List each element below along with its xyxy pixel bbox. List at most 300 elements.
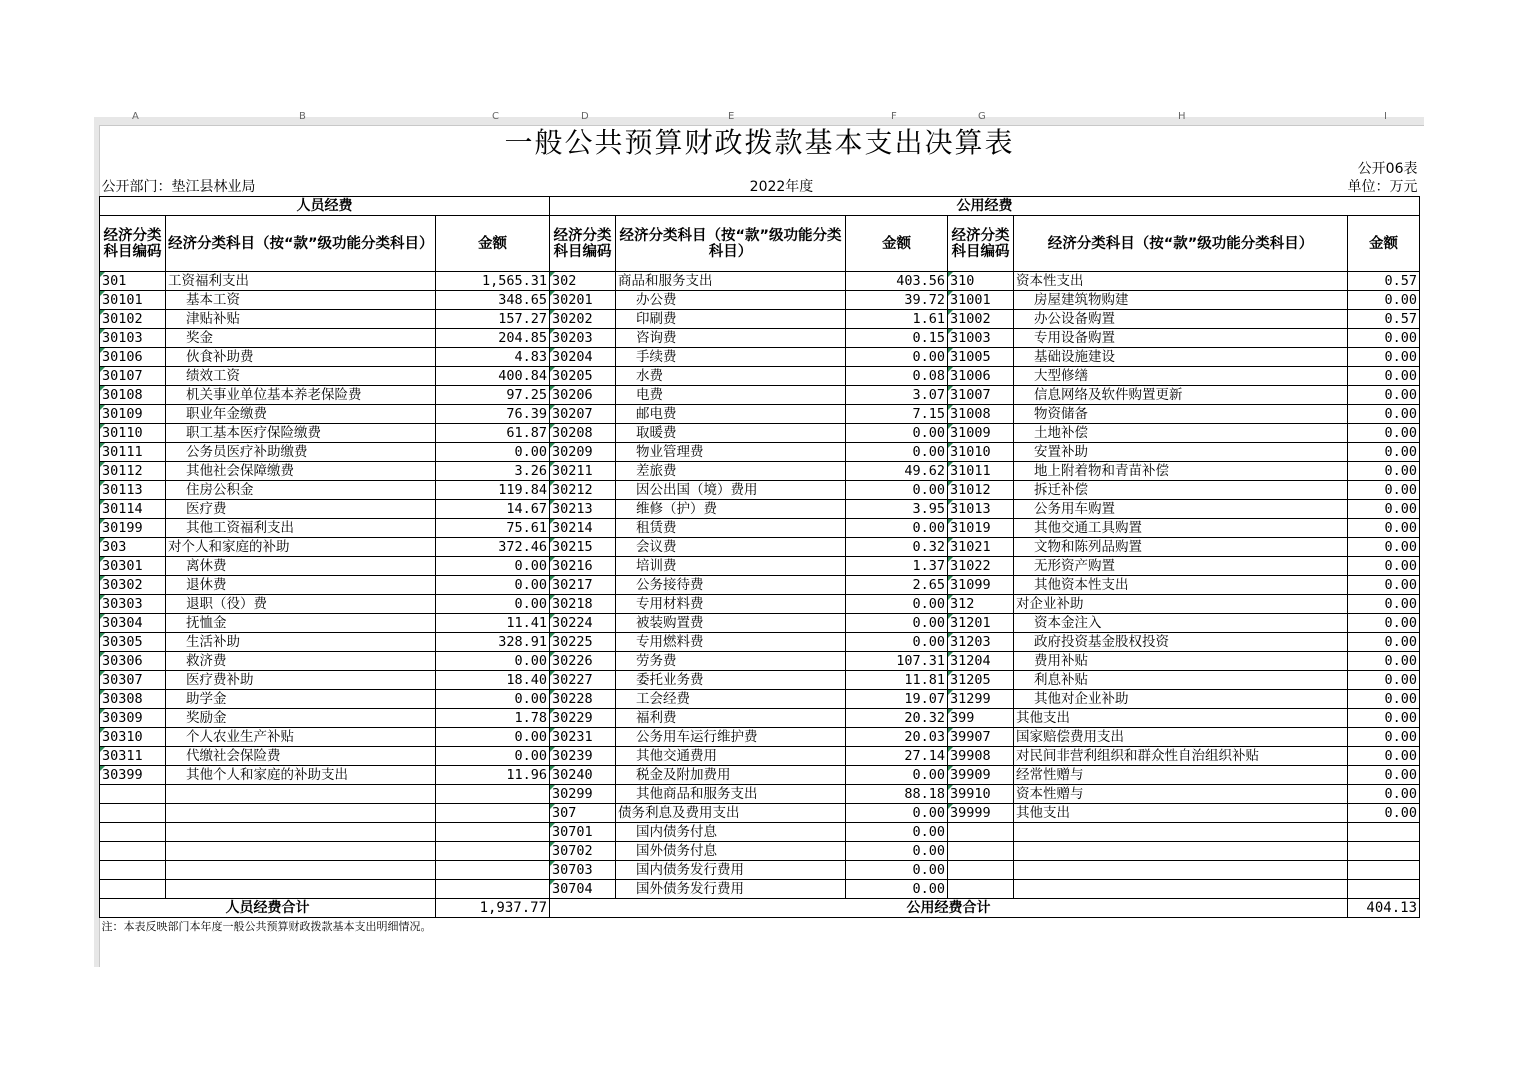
- header-code: 经济分类科目编码: [550, 216, 616, 272]
- amount-cell: 0.32: [846, 538, 948, 557]
- code-cell: 31099: [948, 576, 1014, 595]
- name-cell: 工会经费: [616, 690, 846, 709]
- name-cell: 文物和陈列品购置: [1014, 538, 1348, 557]
- table-row: [100, 500, 1420, 519]
- name-cell: 其他资本性支出: [1014, 576, 1348, 595]
- amount-cell: 0.00: [436, 728, 550, 747]
- amount-cell: 0.00: [1348, 690, 1420, 709]
- code-cell: 307: [550, 804, 616, 823]
- amount-cell: 1,565.31: [436, 272, 550, 291]
- code-cell: 310: [948, 272, 1014, 291]
- amount-cell: 0.00: [846, 823, 948, 842]
- name-cell: 个人农业生产补贴: [166, 728, 436, 747]
- empty-cell: [1348, 842, 1420, 861]
- empty-cell: [436, 880, 550, 899]
- name-cell: 专用设备购置: [1014, 329, 1348, 348]
- name-cell: 土地补偿: [1014, 424, 1348, 443]
- table-row: [100, 481, 1420, 500]
- name-cell: 职工基本医疗保险缴费: [166, 424, 436, 443]
- code-cell: 30211: [550, 462, 616, 481]
- column-letter: A: [132, 111, 139, 122]
- code-cell: 30301: [100, 557, 166, 576]
- empty-cell: [100, 804, 166, 823]
- amount-cell: 0.00: [1348, 386, 1420, 405]
- empty-cell: [948, 823, 1014, 842]
- amount-cell: 0.57: [1348, 272, 1420, 291]
- header-amount: 金额: [846, 216, 948, 272]
- name-cell: 维修（护）费: [616, 500, 846, 519]
- code-cell: 30225: [550, 633, 616, 652]
- code-cell: 30214: [550, 519, 616, 538]
- table-row: [100, 519, 1420, 538]
- name-cell: 办公费: [616, 291, 846, 310]
- amount-cell: 0.00: [846, 481, 948, 500]
- amount-cell: 0.00: [846, 861, 948, 880]
- code-cell: 30199: [100, 519, 166, 538]
- name-cell: 机关事业单位基本养老保险费: [166, 386, 436, 405]
- amount-cell: 0.00: [1348, 633, 1420, 652]
- amount-cell: 2.65: [846, 576, 948, 595]
- code-cell: 30216: [550, 557, 616, 576]
- code-cell: 31007: [948, 386, 1014, 405]
- budget-table: [99, 125, 1420, 936]
- empty-cell: [100, 861, 166, 880]
- empty-cell: [1014, 823, 1348, 842]
- amount-cell: 97.25: [436, 386, 550, 405]
- code-cell: 31005: [948, 348, 1014, 367]
- code-cell: 30204: [550, 348, 616, 367]
- table-row: [100, 272, 1420, 291]
- empty-cell: [1348, 861, 1420, 880]
- table-row: [100, 880, 1420, 899]
- amount-cell: 0.00: [436, 443, 550, 462]
- name-cell: 基本工资: [166, 291, 436, 310]
- amount-cell: 0.00: [846, 443, 948, 462]
- code-cell: 30228: [550, 690, 616, 709]
- name-cell: 其他支出: [1014, 709, 1348, 728]
- amount-cell: 328.91: [436, 633, 550, 652]
- code-cell: 303: [100, 538, 166, 557]
- code-cell: 30201: [550, 291, 616, 310]
- fiscal-year: 2022年度: [749, 179, 814, 195]
- section-public: 公用经费: [550, 197, 1420, 216]
- table-row: [100, 766, 1420, 785]
- empty-cell: [166, 861, 436, 880]
- code-cell: 31299: [948, 690, 1014, 709]
- amount-cell: 0.00: [1348, 747, 1420, 766]
- column-letter: H: [1178, 111, 1186, 122]
- header-amount: 金额: [436, 216, 550, 272]
- code-cell: 31203: [948, 633, 1014, 652]
- code-cell: 30203: [550, 329, 616, 348]
- table-row: [100, 310, 1420, 329]
- code-cell: 30305: [100, 633, 166, 652]
- table-row: [100, 747, 1420, 766]
- code-cell: 31012: [948, 481, 1014, 500]
- amount-cell: 0.00: [1348, 614, 1420, 633]
- amount-cell: 61.87: [436, 424, 550, 443]
- name-cell: 地上附着物和青苗补偿: [1014, 462, 1348, 481]
- amount-cell: 76.39: [436, 405, 550, 424]
- name-cell: 政府投资基金股权投资: [1014, 633, 1348, 652]
- code-cell: 30704: [550, 880, 616, 899]
- code-cell: 30209: [550, 443, 616, 462]
- table-row: [100, 424, 1420, 443]
- amount-cell: 19.07: [846, 690, 948, 709]
- code-cell: 39910: [948, 785, 1014, 804]
- name-cell: 住房公积金: [166, 481, 436, 500]
- amount-cell: 3.26: [436, 462, 550, 481]
- header-name: 经济分类科目（按“款”级功能分类科目）: [1014, 216, 1348, 272]
- amount-cell: 0.00: [1348, 671, 1420, 690]
- code-cell: 39908: [948, 747, 1014, 766]
- public-total-value: 404.13: [1348, 899, 1420, 918]
- name-cell: 无形资产购置: [1014, 557, 1348, 576]
- table-row: [100, 671, 1420, 690]
- amount-cell: 157.27: [436, 310, 550, 329]
- name-cell: 伙食补助费: [166, 348, 436, 367]
- amount-cell: 0.00: [1348, 291, 1420, 310]
- header-name: 经济分类科目（按“款”级功能分类科目）: [616, 216, 846, 272]
- name-cell: 其他支出: [1014, 804, 1348, 823]
- code-cell: 30224: [550, 614, 616, 633]
- table-row: [100, 367, 1420, 386]
- code-cell: 31010: [948, 443, 1014, 462]
- amount-cell: 88.18: [846, 785, 948, 804]
- amount-cell: 39.72: [846, 291, 948, 310]
- empty-cell: [1348, 880, 1420, 899]
- code-cell: 399: [948, 709, 1014, 728]
- name-cell: 商品和服务支出: [616, 272, 846, 291]
- amount-cell: 4.83: [436, 348, 550, 367]
- code-cell: 30202: [550, 310, 616, 329]
- footnote: 注：本表反映部门本年度一般公共预算财政拨款基本支出明细情况。: [101, 920, 432, 933]
- name-cell: 基础设施建设: [1014, 348, 1348, 367]
- name-cell: 专用燃料费: [616, 633, 846, 652]
- code-cell: 30218: [550, 595, 616, 614]
- code-cell: 30103: [100, 329, 166, 348]
- empty-cell: [100, 823, 166, 842]
- code-cell: 312: [948, 595, 1014, 614]
- name-cell: 经常性赠与: [1014, 766, 1348, 785]
- name-cell: 福利费: [616, 709, 846, 728]
- name-cell: 水费: [616, 367, 846, 386]
- table-row: [100, 614, 1420, 633]
- code-cell: 30106: [100, 348, 166, 367]
- code-cell: 31001: [948, 291, 1014, 310]
- amount-cell: 3.07: [846, 386, 948, 405]
- amount-cell: 0.00: [1348, 500, 1420, 519]
- meta-row: [100, 178, 1420, 197]
- amount-cell: 49.62: [846, 462, 948, 481]
- amount-cell: 0.00: [1348, 424, 1420, 443]
- name-cell: 其他工资福利支出: [166, 519, 436, 538]
- table-row: [100, 557, 1420, 576]
- form-no-row: [100, 160, 1420, 178]
- name-cell: 公务接待费: [616, 576, 846, 595]
- name-cell: 生活补助: [166, 633, 436, 652]
- amount-cell: 0.00: [846, 614, 948, 633]
- name-cell: 印刷费: [616, 310, 846, 329]
- code-cell: 30101: [100, 291, 166, 310]
- code-cell: 31002: [948, 310, 1014, 329]
- section-personnel: 人员经费: [100, 197, 550, 216]
- page-title: 一般公共预算财政拨款基本支出决算表: [504, 125, 1015, 159]
- department: 公开部门：垫江县林业局: [101, 179, 256, 195]
- code-cell: 302: [550, 272, 616, 291]
- amount-cell: 0.00: [1348, 462, 1420, 481]
- code-cell: 30207: [550, 405, 616, 424]
- table-row: [100, 291, 1420, 310]
- name-cell: 退休费: [166, 576, 436, 595]
- unit-label: 单位：万元: [1347, 179, 1418, 195]
- amount-cell: 0.00: [1348, 405, 1420, 424]
- amount-cell: 0.00: [436, 595, 550, 614]
- totals-row: [100, 899, 1420, 918]
- empty-cell: [166, 804, 436, 823]
- code-cell: 30307: [100, 671, 166, 690]
- name-cell: 医疗费补助: [166, 671, 436, 690]
- name-cell: 其他对企业补助: [1014, 690, 1348, 709]
- amount-cell: 0.00: [436, 557, 550, 576]
- empty-cell: [436, 842, 550, 861]
- code-cell: 30309: [100, 709, 166, 728]
- column-letter: E: [728, 111, 735, 122]
- amount-cell: 372.46: [436, 538, 550, 557]
- public-total-label: 公用经费合计: [550, 899, 1348, 918]
- amount-cell: 1.37: [846, 557, 948, 576]
- name-cell: 手续费: [616, 348, 846, 367]
- amount-cell: 0.00: [1348, 348, 1420, 367]
- personnel-total-label: 人员经费合计: [100, 899, 436, 918]
- code-cell: 30311: [100, 747, 166, 766]
- amount-cell: 0.00: [436, 652, 550, 671]
- name-cell: 专用材料费: [616, 595, 846, 614]
- name-cell: 奖金: [166, 329, 436, 348]
- empty-cell: [166, 785, 436, 804]
- column-letter: I: [1384, 111, 1387, 122]
- name-cell: 租赁费: [616, 519, 846, 538]
- code-cell: 30111: [100, 443, 166, 462]
- amount-cell: 0.00: [846, 842, 948, 861]
- table-row: [100, 462, 1420, 481]
- table-row: [100, 348, 1420, 367]
- amount-cell: 0.00: [846, 348, 948, 367]
- amount-cell: 20.03: [846, 728, 948, 747]
- name-cell: 医疗费: [166, 500, 436, 519]
- column-letter: G: [978, 111, 986, 122]
- code-cell: 30217: [550, 576, 616, 595]
- amount-cell: 3.95: [846, 500, 948, 519]
- name-cell: 奖励金: [166, 709, 436, 728]
- table-row: [100, 785, 1420, 804]
- code-cell: 30109: [100, 405, 166, 424]
- amount-cell: 7.15: [846, 405, 948, 424]
- code-cell: 31008: [948, 405, 1014, 424]
- amount-cell: 0.00: [1348, 443, 1420, 462]
- name-cell: 其他交通工具购置: [1014, 519, 1348, 538]
- name-cell: 退职（役）费: [166, 595, 436, 614]
- header-code: 经济分类科目编码: [948, 216, 1014, 272]
- amount-cell: 0.00: [1348, 595, 1420, 614]
- code-cell: 31205: [948, 671, 1014, 690]
- code-cell: 31204: [948, 652, 1014, 671]
- empty-cell: [100, 880, 166, 899]
- empty-cell: [436, 823, 550, 842]
- name-cell: 税金及附加费用: [616, 766, 846, 785]
- empty-cell: [166, 880, 436, 899]
- name-cell: 其他交通费用: [616, 747, 846, 766]
- name-cell: 培训费: [616, 557, 846, 576]
- table-row: [100, 709, 1420, 728]
- amount-cell: 403.56: [846, 272, 948, 291]
- name-cell: 因公出国（境）费用: [616, 481, 846, 500]
- name-cell: 咨询费: [616, 329, 846, 348]
- name-cell: 代缴社会保险费: [166, 747, 436, 766]
- name-cell: 取暖费: [616, 424, 846, 443]
- name-cell: 债务利息及费用支出: [616, 804, 846, 823]
- amount-cell: 0.00: [1348, 519, 1420, 538]
- amount-cell: 0.15: [846, 329, 948, 348]
- code-cell: 30701: [550, 823, 616, 842]
- form-number: 公开06表: [1357, 161, 1418, 177]
- empty-cell: [166, 842, 436, 861]
- column-letter: F: [891, 111, 897, 122]
- name-cell: 利息补贴: [1014, 671, 1348, 690]
- code-cell: 30215: [550, 538, 616, 557]
- name-cell: 拆迁补偿: [1014, 481, 1348, 500]
- name-cell: 抚恤金: [166, 614, 436, 633]
- name-cell: 对民间非营利组织和群众性自治组织补贴: [1014, 747, 1348, 766]
- name-cell: 国内债务发行费用: [616, 861, 846, 880]
- amount-cell: 0.00: [1348, 652, 1420, 671]
- table-row: [100, 538, 1420, 557]
- code-cell: 30208: [550, 424, 616, 443]
- code-cell: 30226: [550, 652, 616, 671]
- name-cell: 绩效工资: [166, 367, 436, 386]
- name-cell: 邮电费: [616, 405, 846, 424]
- name-cell: 大型修缮: [1014, 367, 1348, 386]
- code-cell: 30303: [100, 595, 166, 614]
- name-cell: 劳务费: [616, 652, 846, 671]
- note-row: [100, 918, 1420, 937]
- amount-cell: 0.00: [436, 576, 550, 595]
- code-cell: 30310: [100, 728, 166, 747]
- table-row: [100, 633, 1420, 652]
- code-cell: 31011: [948, 462, 1014, 481]
- name-cell: 津贴补贴: [166, 310, 436, 329]
- amount-cell: 11.96: [436, 766, 550, 785]
- name-cell: 其他商品和服务支出: [616, 785, 846, 804]
- code-cell: 30206: [550, 386, 616, 405]
- amount-cell: 0.00: [1348, 709, 1420, 728]
- name-cell: 电费: [616, 386, 846, 405]
- code-cell: 30702: [550, 842, 616, 861]
- amount-cell: 0.00: [846, 519, 948, 538]
- name-cell: 信息网络及软件购置更新: [1014, 386, 1348, 405]
- code-cell: 31009: [948, 424, 1014, 443]
- amount-cell: 0.00: [846, 804, 948, 823]
- name-cell: 房屋建筑物购建: [1014, 291, 1348, 310]
- amount-cell: 75.61: [436, 519, 550, 538]
- code-cell: 30102: [100, 310, 166, 329]
- amount-cell: 11.81: [846, 671, 948, 690]
- table-row: [100, 405, 1420, 424]
- empty-cell: [1014, 880, 1348, 899]
- name-cell: 公务员医疗补助缴费: [166, 443, 436, 462]
- title-row: [100, 125, 1420, 160]
- table-row: [100, 728, 1420, 747]
- name-cell: 物资储备: [1014, 405, 1348, 424]
- amount-cell: 0.00: [1348, 367, 1420, 386]
- name-cell: 费用补贴: [1014, 652, 1348, 671]
- table-row: [100, 652, 1420, 671]
- code-cell: 31022: [948, 557, 1014, 576]
- empty-cell: [1014, 842, 1348, 861]
- code-cell: 30213: [550, 500, 616, 519]
- spreadsheet: [94, 111, 1424, 967]
- empty-cell: [436, 861, 550, 880]
- code-cell: 31013: [948, 500, 1014, 519]
- code-cell: 30302: [100, 576, 166, 595]
- amount-cell: 0.00: [1348, 538, 1420, 557]
- table-row: [100, 443, 1420, 462]
- name-cell: 国外债务发行费用: [616, 880, 846, 899]
- header-row: [100, 216, 1420, 272]
- code-cell: 30231: [550, 728, 616, 747]
- empty-cell: [1348, 823, 1420, 842]
- amount-cell: 11.41: [436, 614, 550, 633]
- amount-cell: 400.84: [436, 367, 550, 386]
- code-cell: 30107: [100, 367, 166, 386]
- name-cell: 国内债务付息: [616, 823, 846, 842]
- name-cell: 公务用车运行维护费: [616, 728, 846, 747]
- amount-cell: 0.00: [1348, 785, 1420, 804]
- name-cell: 资本金注入: [1014, 614, 1348, 633]
- table-row: [100, 823, 1420, 842]
- header-code: 经济分类科目编码: [100, 216, 166, 272]
- amount-cell: 0.00: [436, 747, 550, 766]
- empty-cell: [100, 842, 166, 861]
- code-cell: 30240: [550, 766, 616, 785]
- amount-cell: 0.00: [1348, 728, 1420, 747]
- amount-cell: 0.00: [1348, 576, 1420, 595]
- amount-cell: 0.00: [846, 880, 948, 899]
- amount-cell: 0.00: [1348, 766, 1420, 785]
- amount-cell: 0.00: [1348, 481, 1420, 500]
- table-row: [100, 842, 1420, 861]
- amount-cell: 0.00: [436, 690, 550, 709]
- name-cell: 差旅费: [616, 462, 846, 481]
- section-row: [100, 197, 1420, 216]
- empty-cell: [948, 842, 1014, 861]
- code-cell: 31201: [948, 614, 1014, 633]
- personnel-total-value: 1,937.77: [436, 899, 550, 918]
- empty-cell: [166, 823, 436, 842]
- name-cell: 职业年金缴费: [166, 405, 436, 424]
- code-cell: 30399: [100, 766, 166, 785]
- name-cell: 助学金: [166, 690, 436, 709]
- code-cell: 39999: [948, 804, 1014, 823]
- table-row: [100, 595, 1420, 614]
- code-cell: 30227: [550, 671, 616, 690]
- code-cell: 30229: [550, 709, 616, 728]
- table-row: [100, 576, 1420, 595]
- name-cell: 国家赔偿费用支出: [1014, 728, 1348, 747]
- empty-cell: [948, 880, 1014, 899]
- code-cell: 30304: [100, 614, 166, 633]
- empty-cell: [1014, 861, 1348, 880]
